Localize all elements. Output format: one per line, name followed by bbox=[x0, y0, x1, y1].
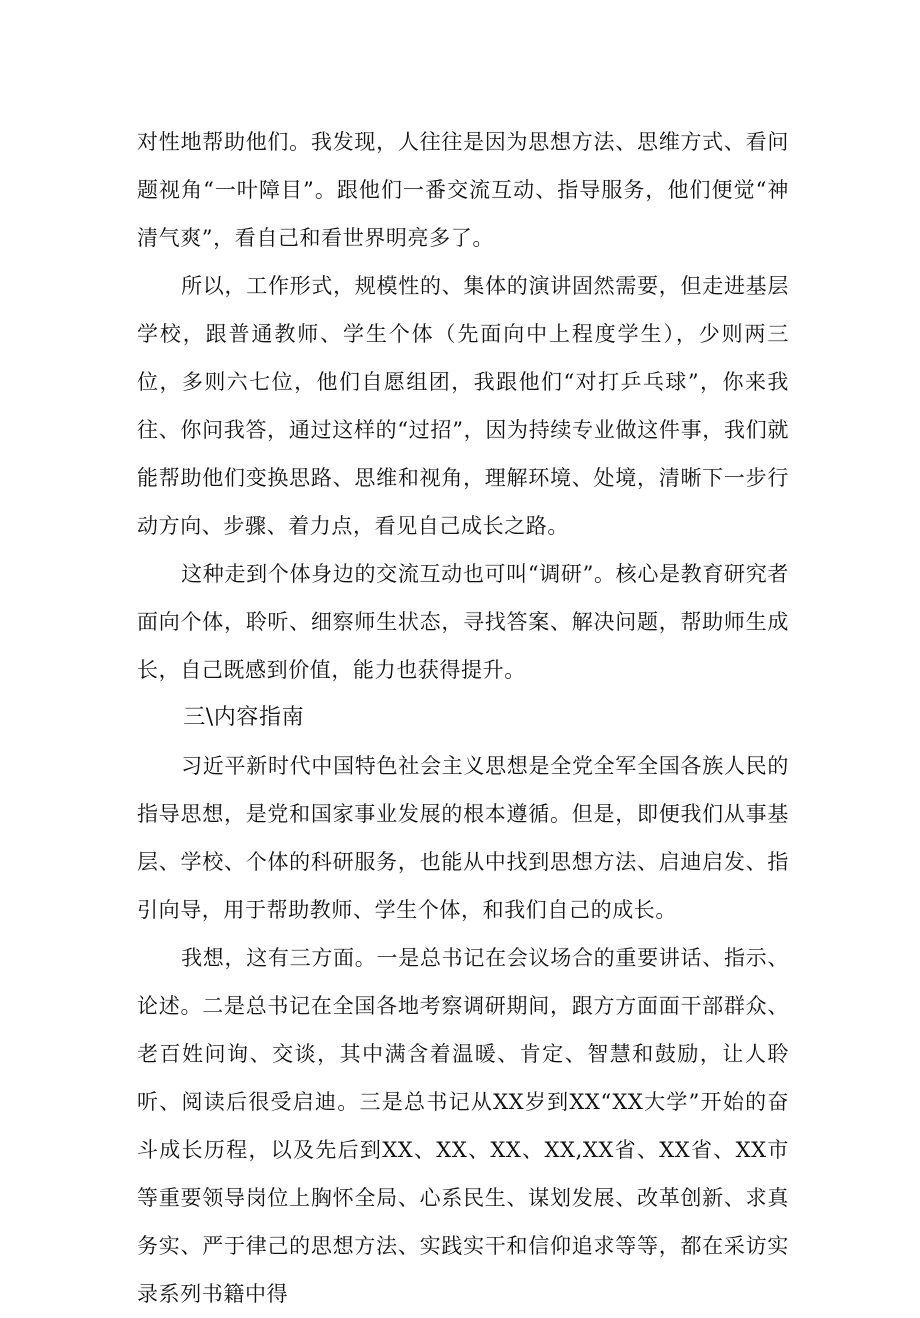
paragraph-continued: 对性地帮助他们。我发现，人往往是因为思想方法、思维方式、看问题视角“一叶障目”。跟他们一番交流互动、指导服务，他们便觉“神清气爽”，看自己和看世界明亮多了。 bbox=[137, 130, 789, 250]
paragraph-research: 这种走到个体身边的交流互动也可叫“调研”。核心是教育研究者面向个体，聆听、细察师生状态，寻找答案、解决问题，帮助师生成长，自己既感到价值，能力也获得提升。 bbox=[137, 562, 789, 682]
paragraph-guiding-thought: 习近平新时代中国特色社会主义思想是全党全军全国各族人民的指导思想，是党和国家事业发展的根本遵循。但是，即便我们从事基层、学校、个体的科研服务，也能从中找到思想方法、启迪启发、指引向导，用于帮助教师、学生个体，和我们自己的成长。 bbox=[137, 754, 789, 922]
section-heading: 三\内容指南 bbox=[183, 705, 305, 730]
paragraph-three-aspects: 我想，这有三方面。一是总书记在会议场合的重要讲话、指示、论述。二是总书记在全国各地考察调研期间，跟方方面面干部群众、老百姓问询、交谈，其中满含着温暖、肯定、智慧和鼓励，让人聆听、阅读后很受启迪。三是总书记从XX岁到XX“XX大学”开始的奋斗成长历程，以及先后到XX、XX、XX、XX,XX省、XX省、XX市等重要领导岗位上胸怀全局、心系民生、谋划发展、改革创新、求真务实、严于律己的思想方法、实践实干和信仰追求等等，都在采访实录系列书籍中得 bbox=[137, 946, 789, 1306]
document-body bbox=[137, 118, 789, 1318]
paragraph-work-form: 所以，工作形式，规模性的、集体的演讲固然需要，但走进基层学校，跟普通教师、学生个体（先面向中上程度学生），少则两三位，多则六七位，他们自愿组团，我跟他们“对打乒乓球”，你来我往、你问我答，通过这样的“过招”，因为持续专业做这件事，我们就能帮助他们变换思路、思维和视角，理解环境、处境，清晰下一步行动方向、步骤、着力点，看见自己成长之路。 bbox=[137, 274, 789, 538]
